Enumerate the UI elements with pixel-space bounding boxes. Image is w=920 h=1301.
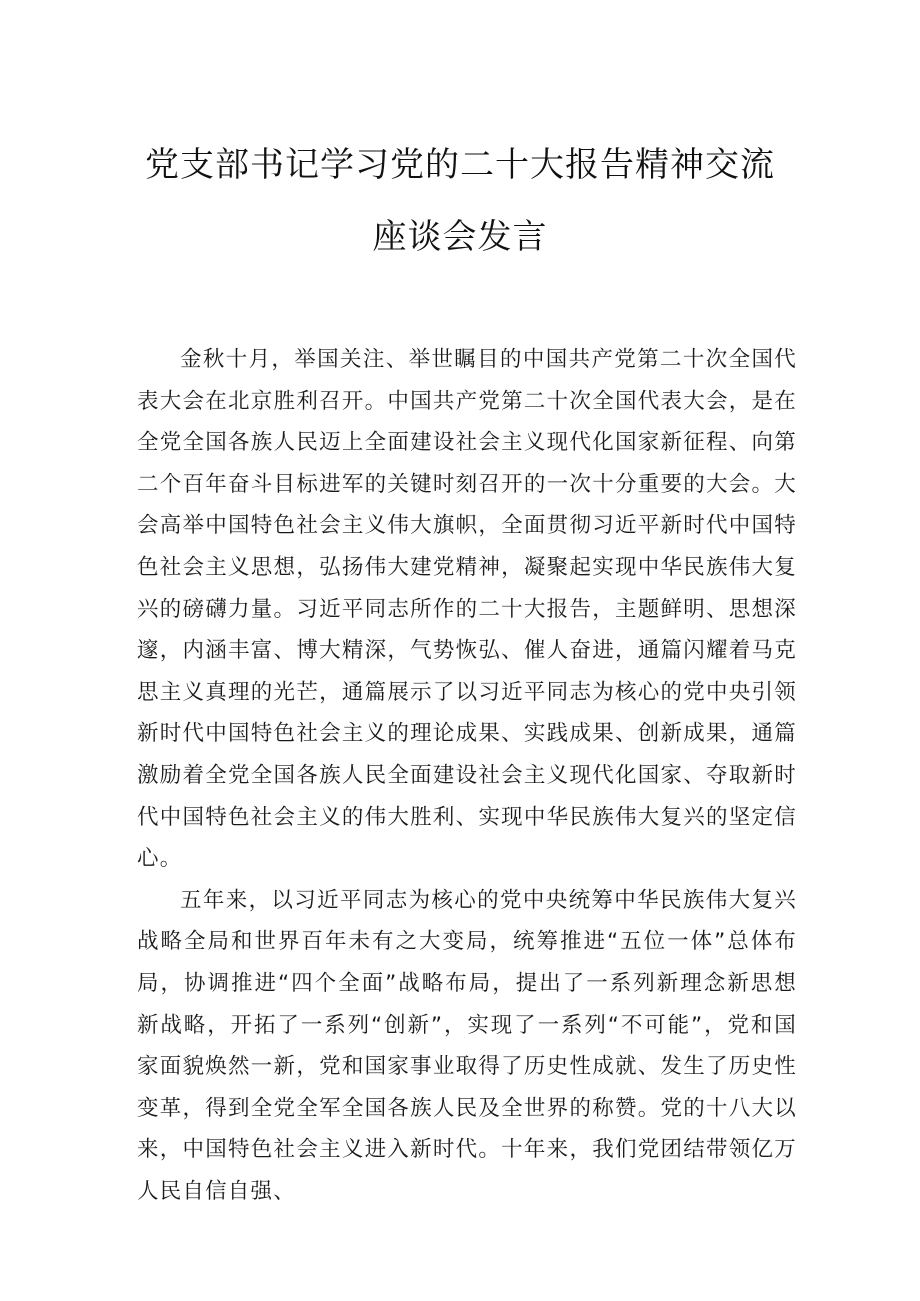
document-body [137,339,797,1212]
title-line-1: 党支部书记学习党的二十大报告精神交流 [145,145,775,185]
paragraph-1: 金秋十月，举国关注、举世瞩目的中国共产党第二十次全国代表大会在北京胜利召开。中国共产党第二十次全国代表大会，是在全党全国各族人民迈上全面建设社会主义现代化国家新征程、向第二个百年奋斗目标进军的关键时刻召开的一次十分重要的大会。大会高举中国特色社会主义伟大旗帜，全面贯彻习近平新时代中国特色社会主义思想，弘扬伟大建党精神，凝聚起实现中华民族伟大复兴的磅礴力量。习近平同志所作的二十大报告，主题鲜明、思想深邃，内涵丰富、博大精深，气势恢弘、催人奋进，通篇闪耀着马克思主义真理的光芒，通篇展示了以习近平同志为核心的党中央引领新时代中国特色社会主义的理论成果、实践成果、创新成果，通篇激励着全党全国各族人民全面建设社会主义现代化国家、夺取新时代中国特色社会主义的伟大胜利、实现中华民族伟大复兴的坚定信心。 [137,347,797,872]
document-title [0,145,920,257]
title-line-2: 座谈会发言 [372,217,548,257]
paragraph-2: 五年来，以习近平同志为核心的党中央统筹中华民族伟大复兴战略全局和世界百年未有之大变局，统筹推进“五位一体”总体布局，协调推进“四个全面”战略布局，提出了一系列新理念新思想新战略，开拓了一系列“创新”，实现了一系列“不可能”，党和国家面貌焕然一新，党和国家事业取得了历史性成就、发生了历史性变革，得到全党全军全国各族人民及全世界的称赞。党的十八大以来，中国特色社会主义进入新时代。十年来，我们党团结带领亿万人民自信自强、 [137,887,797,1204]
